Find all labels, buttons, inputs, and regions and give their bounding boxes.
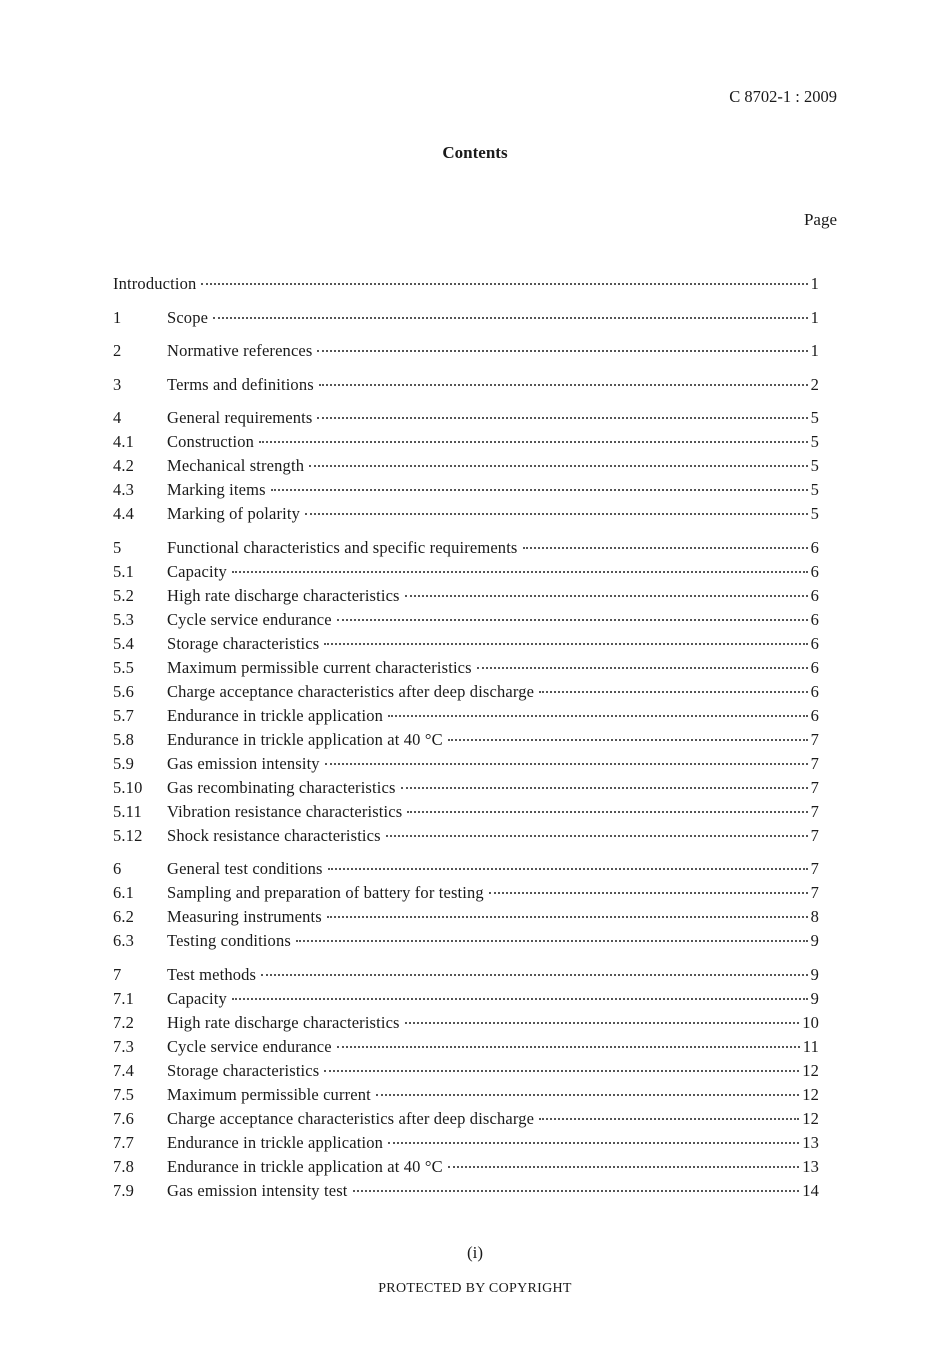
- dot-leader: [337, 619, 808, 621]
- toc-entry-page: 6: [810, 657, 819, 677]
- toc-entry-title: Gas emission intensity: [167, 753, 320, 773]
- toc-entry[interactable]: [113, 538, 819, 562]
- dot-leader: [232, 571, 808, 573]
- toc-entry-title: Introduction: [113, 274, 197, 293]
- dot-leader: [477, 667, 808, 669]
- toc-entry-title: Charge acceptance characteristics after deep discharge: [167, 681, 535, 701]
- toc-entry-number: 7: [113, 964, 122, 984]
- dot-leader: [317, 417, 807, 419]
- toc-entry[interactable]: [113, 1037, 819, 1061]
- toc-entry-page: 1: [810, 307, 819, 327]
- toc-entry-number: 1: [113, 307, 122, 327]
- dot-leader: [271, 489, 808, 491]
- dot-leader: [448, 1166, 799, 1168]
- toc-entry-title: Storage characteristics: [167, 633, 320, 653]
- toc-entry-page: 7: [810, 729, 819, 749]
- toc-entry-page: 5: [810, 504, 819, 523]
- toc-entry-number: 7.6: [113, 1108, 135, 1128]
- toc-entry[interactable]: [113, 274, 819, 298]
- dot-leader: [407, 811, 807, 813]
- toc-entry[interactable]: [113, 754, 819, 778]
- toc-entry-page: 10: [802, 1012, 819, 1032]
- toc-entry-page: 12: [802, 1060, 819, 1080]
- toc-entry-number: 7.4: [113, 1060, 135, 1080]
- toc-entry-title: Mechanical strength: [167, 456, 305, 475]
- toc-entry-number: 6.3: [113, 931, 135, 950]
- toc-entry-number: 7.8: [113, 1156, 135, 1176]
- toc-entry-number: 5.1: [113, 561, 135, 581]
- toc-entry-page: 6: [810, 681, 819, 701]
- toc-entry[interactable]: [113, 1109, 819, 1133]
- toc-entry-page: 6: [810, 561, 819, 581]
- toc-entry[interactable]: [113, 1157, 819, 1181]
- toc-entry[interactable]: [113, 562, 819, 586]
- toc-entry-number: 7.5: [113, 1084, 135, 1104]
- toc-entry-number: 4.1: [113, 432, 135, 451]
- toc-entry[interactable]: [113, 907, 819, 931]
- dot-leader: [539, 691, 808, 693]
- toc-entry-number: 5.7: [113, 705, 135, 725]
- toc-entry-number: 5.11: [113, 801, 142, 821]
- toc-entry-number: 4.3: [113, 480, 135, 499]
- toc-entry-page: 7: [810, 883, 819, 902]
- toc-entry-number: 5.5: [113, 657, 135, 677]
- toc-entry-number: 7.1: [113, 988, 135, 1008]
- toc-entry[interactable]: [113, 706, 819, 730]
- toc-entry-number: 5.8: [113, 729, 135, 749]
- toc-entry-title: Gas emission intensity test: [167, 1180, 348, 1200]
- dot-leader: [401, 787, 808, 789]
- dot-leader: [261, 974, 808, 976]
- toc-entry-page: 2: [810, 374, 819, 394]
- toc-entry[interactable]: [113, 1061, 819, 1085]
- toc-entry-title: General test conditions: [167, 859, 323, 878]
- dot-leader: [448, 739, 808, 741]
- dot-leader: [309, 465, 808, 467]
- standard-id: C 8702-1 : 2009: [729, 87, 837, 106]
- toc-entry-page: 1: [810, 274, 819, 293]
- table-of-contents: [113, 274, 819, 1214]
- toc-entry[interactable]: [113, 682, 819, 706]
- toc-entry-number: 2: [113, 341, 122, 360]
- toc-entry-number: 5: [113, 537, 122, 557]
- toc-entry-number: 6: [113, 859, 122, 878]
- dot-leader: [305, 513, 808, 515]
- toc-entry-title: Endurance in trickle application: [167, 1132, 384, 1152]
- toc-entry-page: 7: [810, 825, 819, 845]
- toc-entry-title: Marking items: [167, 480, 266, 499]
- toc-entry-page: 6: [810, 609, 819, 629]
- toc-entry[interactable]: [113, 341, 819, 365]
- dot-leader: [317, 350, 807, 352]
- toc-entry[interactable]: [113, 308, 819, 332]
- dot-leader: [328, 868, 808, 870]
- toc-entry[interactable]: [113, 859, 819, 883]
- dot-leader: [213, 317, 808, 319]
- dot-leader: [539, 1118, 799, 1120]
- toc-entry-page: 11: [802, 1036, 819, 1056]
- toc-group: [113, 375, 819, 399]
- toc-entry-title: Capacity: [167, 561, 227, 581]
- toc-entry-title: Storage characteristics: [167, 1060, 320, 1080]
- dot-leader: [232, 998, 808, 1000]
- dot-leader: [353, 1190, 800, 1192]
- toc-entry-title: Cycle service endurance: [167, 609, 332, 629]
- toc-entry[interactable]: [113, 504, 819, 528]
- toc-entry[interactable]: [113, 1181, 819, 1205]
- toc-entry-page: 9: [810, 964, 819, 984]
- toc-entry-title: Capacity: [167, 988, 227, 1008]
- toc-entry-title: Marking of polarity: [167, 504, 300, 523]
- toc-entry[interactable]: [113, 658, 819, 682]
- toc-entry[interactable]: [113, 456, 819, 480]
- toc-entry-title: Endurance in trickle application at 40 °C: [167, 729, 443, 749]
- toc-entry-title: Scope: [167, 307, 209, 327]
- toc-group: [113, 274, 819, 298]
- toc-entry-title: Functional characteristics and specific requirements: [167, 537, 518, 557]
- toc-entry-title: Testing conditions: [167, 931, 291, 950]
- toc-entry-page: 7: [810, 801, 819, 821]
- toc-entry[interactable]: [113, 634, 819, 658]
- dot-leader: [296, 940, 808, 942]
- toc-entry-number: 5.12: [113, 825, 143, 845]
- dot-leader: [523, 547, 808, 549]
- toc-entry-title: Test methods: [167, 964, 257, 984]
- toc-entry-number: 5.10: [113, 777, 143, 797]
- dot-leader: [201, 283, 807, 285]
- dot-leader: [405, 595, 808, 597]
- toc-entry-title: Cycle service endurance: [167, 1036, 332, 1056]
- toc-entry-title: Measuring instruments: [167, 907, 322, 926]
- dot-leader: [388, 1142, 799, 1144]
- toc-entry-title: Charge acceptance characteristics after deep discharge: [167, 1108, 535, 1128]
- toc-entry-title: Maximum permissible current: [167, 1084, 371, 1104]
- toc-entry-title: Vibration resistance characteristics: [167, 801, 403, 821]
- toc-entry-page: 5: [810, 408, 819, 427]
- toc-entry[interactable]: [113, 586, 819, 610]
- toc-entry-page: 8: [810, 907, 819, 926]
- dot-leader: [259, 441, 808, 443]
- toc-entry[interactable]: [113, 931, 819, 955]
- toc-entry-page: 6: [810, 633, 819, 653]
- toc-entry-title: Endurance in trickle application: [167, 705, 384, 725]
- toc-entry-number: 4: [113, 408, 122, 427]
- dot-leader: [386, 835, 808, 837]
- dot-leader: [324, 643, 807, 645]
- toc-entry-title: Construction: [167, 432, 255, 451]
- toc-entry-number: 7.2: [113, 1012, 135, 1032]
- toc-entry[interactable]: [113, 989, 819, 1013]
- toc-entry-title: Maximum permissible current characteristics: [167, 657, 472, 677]
- toc-entry-number: 7.7: [113, 1132, 135, 1152]
- toc-entry-number: 5.6: [113, 681, 135, 701]
- toc-entry[interactable]: [113, 883, 819, 907]
- toc-group: [113, 965, 819, 1205]
- toc-entry-number: 6.1: [113, 883, 135, 902]
- toc-entry[interactable]: [113, 778, 819, 802]
- toc-entry-page: 9: [810, 931, 819, 950]
- toc-entry-page: 9: [810, 988, 819, 1008]
- toc-entry-page: 6: [810, 585, 819, 605]
- toc-entry-page: 12: [802, 1108, 819, 1128]
- toc-entry-page: 1: [810, 341, 819, 360]
- toc-entry-page: 5: [810, 456, 819, 475]
- dot-leader: [327, 916, 808, 918]
- toc-entry-page: 13: [802, 1132, 819, 1152]
- copyright-notice: PROTECTED BY COPYRIGHT: [378, 1281, 572, 1296]
- toc-entry[interactable]: [113, 432, 819, 456]
- toc-entry-number: 7.9: [113, 1180, 135, 1200]
- toc-group: [113, 408, 819, 528]
- dot-leader: [405, 1022, 800, 1024]
- toc-entry-number: 4.2: [113, 456, 135, 475]
- toc-entry-page: 6: [810, 705, 819, 725]
- toc-entry-page: 12: [802, 1084, 819, 1104]
- dot-leader: [489, 892, 808, 894]
- toc-entry[interactable]: [113, 965, 819, 989]
- toc-entry-number: 6.2: [113, 907, 135, 926]
- toc-group: [113, 859, 819, 955]
- toc-entry[interactable]: [113, 1133, 819, 1157]
- toc-entry[interactable]: [113, 730, 819, 754]
- toc-entry-title: Endurance in trickle application at 40 °C: [167, 1156, 443, 1176]
- toc-entry[interactable]: [113, 1085, 819, 1109]
- toc-entry-title: High rate discharge characteristics: [167, 1012, 400, 1032]
- page-folio: (i): [466, 1243, 484, 1262]
- page-column-label: Page: [803, 210, 837, 229]
- toc-entry[interactable]: [113, 610, 819, 634]
- toc-entry[interactable]: [113, 826, 819, 850]
- toc-entry-title: High rate discharge characteristics: [167, 585, 400, 605]
- toc-entry[interactable]: [113, 480, 819, 504]
- dot-leader: [325, 763, 808, 765]
- toc-entry-title: General requirements: [167, 408, 313, 427]
- dot-leader: [376, 1094, 799, 1096]
- toc-group: [113, 538, 819, 850]
- toc-entry-page: 5: [810, 432, 819, 451]
- toc-entry-page: 7: [810, 753, 819, 773]
- toc-entry[interactable]: [113, 802, 819, 826]
- toc-entry-title: Sampling and preparation of battery for testing: [167, 883, 484, 902]
- toc-entry-title: Terms and definitions: [167, 374, 314, 394]
- toc-entry-number: 5.4: [113, 633, 135, 653]
- toc-entry-page: 6: [810, 537, 819, 557]
- toc-group: [113, 341, 819, 365]
- toc-entry-title: Gas recombinating characteristics: [167, 777, 396, 797]
- toc-entry-number: 3: [113, 374, 122, 394]
- dot-leader: [319, 384, 808, 386]
- toc-entry-number: 5.2: [113, 585, 135, 605]
- dot-leader: [337, 1046, 800, 1048]
- toc-entry-page: 14: [802, 1180, 819, 1200]
- toc-entry[interactable]: [113, 375, 819, 399]
- toc-entry-number: 7.3: [113, 1036, 135, 1056]
- toc-entry-number: 5.9: [113, 753, 135, 773]
- toc-entry-page: 5: [810, 480, 819, 499]
- page-title: Contents: [442, 143, 508, 162]
- dot-leader: [324, 1070, 799, 1072]
- dot-leader: [388, 715, 808, 717]
- toc-entry-page: 7: [810, 777, 819, 797]
- toc-entry[interactable]: [113, 1013, 819, 1037]
- toc-entry-title: Normative references: [167, 341, 313, 360]
- toc-entry-page: 7: [810, 859, 819, 878]
- toc-group: [113, 308, 819, 332]
- toc-entry-title: Shock resistance characteristics: [167, 825, 381, 845]
- toc-entry-number: 4.4: [113, 504, 135, 523]
- toc-entry[interactable]: [113, 408, 819, 432]
- toc-entry-number: 5.3: [113, 609, 135, 629]
- toc-entry-page: 13: [802, 1156, 819, 1176]
